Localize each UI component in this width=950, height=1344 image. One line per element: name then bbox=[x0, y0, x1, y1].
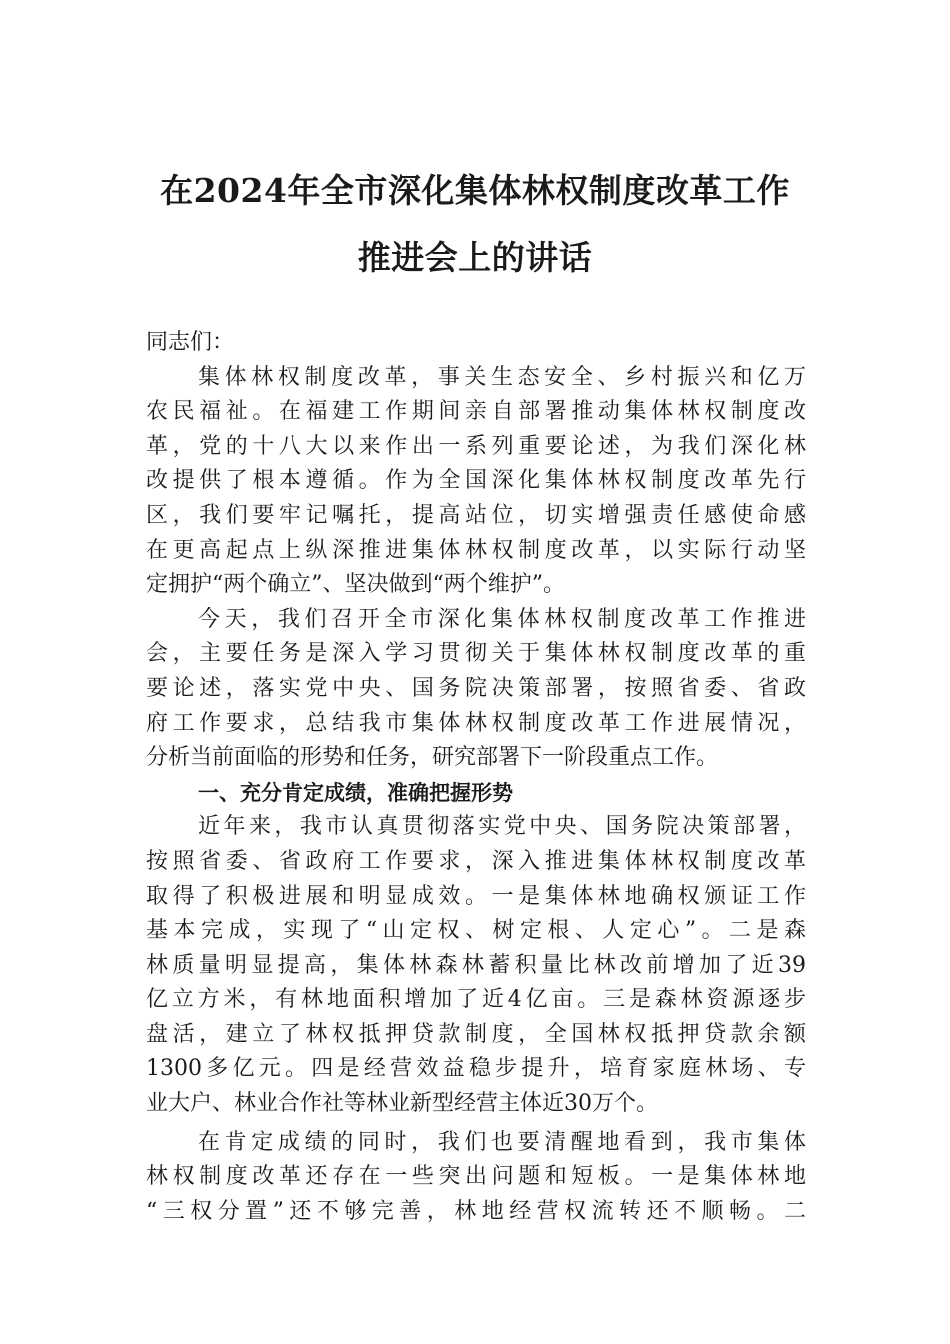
paragraph-line: 林权制度改革还存在一些突出问题和短板。一是集体林地 bbox=[146, 1164, 806, 1190]
paragraph-line: 业大户、林业合作社等林业新型经营主体近30万个。 bbox=[146, 1091, 658, 1117]
paragraph-3 bbox=[146, 810, 806, 1121]
paragraph-line: 1300多亿元。四是经营效益稳步提升，培育家庭林场、专 bbox=[146, 1056, 806, 1082]
paragraph-line: 府工作要求，总结我市集体林权制度改革工作进展情况， bbox=[146, 710, 806, 736]
salutation: 同志们： bbox=[146, 330, 235, 355]
paragraph-4 bbox=[146, 1126, 806, 1230]
paragraph-line: 按照省委、省政府工作要求，深入推进集体林权制度改革 bbox=[146, 848, 806, 874]
document-body bbox=[146, 326, 806, 1229]
paragraph-line: 分析当前面临的形势和任务，研究部署下一阶段重点工作。 bbox=[146, 745, 719, 771]
paragraph-line: 今天，我们召开全市深化集体林权制度改革工作推进 bbox=[198, 606, 806, 632]
document-title-line-2: 推进会上的讲话 bbox=[357, 238, 593, 277]
paragraph-line: 定拥护“两个确立”、坚决做到“两个维护”。 bbox=[146, 572, 565, 598]
paragraph-line: 会，主要任务是深入学习贯彻关于集体林权制度改革的重 bbox=[146, 641, 806, 667]
paragraph-1 bbox=[146, 361, 806, 603]
paragraph-line: 区，我们要牢记嘱托，提高站位，切实增强责任感使命感 bbox=[146, 502, 806, 528]
paragraph-line: 革，党的十八大以来作出一系列重要论述，为我们深化林 bbox=[146, 433, 806, 459]
paragraph-line: 要论述，落实党中央、国务院决策部署，按照省委、省政 bbox=[146, 675, 806, 701]
paragraph-line: 集体林权制度改革，事关生态安全、乡村振兴和亿万 bbox=[198, 364, 806, 390]
paragraph-line: 在更高起点上纵深推进集体林权制度改革，以实际行动坚 bbox=[146, 537, 806, 563]
paragraph-line: 在肯定成绩的同时，我们也要清醒地看到，我市集体 bbox=[198, 1129, 806, 1155]
paragraph-line: 亿立方米，有林地面积增加了近4亿亩。三是森林资源逐步 bbox=[146, 987, 806, 1013]
section-heading-1: 一、充分肯定成绩，准确把握形势 bbox=[198, 780, 513, 805]
paragraph-line: 基本完成，实现了“山定权、树定根、人定心”。二是森 bbox=[146, 918, 806, 944]
paragraph-line: 盘活，建立了林权抵押贷款制度，全国林权抵押贷款余额 bbox=[146, 1021, 806, 1047]
paragraph-line: 林质量明显提高，集体林森林蓄积量比林改前增加了近39 bbox=[146, 952, 806, 978]
paragraph-2 bbox=[146, 603, 806, 776]
paragraph-line: 取得了积极进展和明显成效。一是集体林地确权颁证工作 bbox=[146, 883, 806, 909]
document-title-line-1: 在2024年全市深化集体林权制度改革工作 bbox=[160, 171, 790, 210]
paragraph-line: 改提供了根本遵循。作为全国深化集体林权制度改革先行 bbox=[146, 468, 806, 494]
paragraph-line: 农民福祉。在福建工作期间亲自部署推动集体林权制度改 bbox=[146, 399, 806, 425]
paragraph-line: 近年来，我市认真贯彻落实党中央、国务院决策部署， bbox=[198, 814, 806, 840]
paragraph-line: “三权分置”还不够完善，林地经营权流转还不顺畅。二 bbox=[146, 1198, 806, 1224]
